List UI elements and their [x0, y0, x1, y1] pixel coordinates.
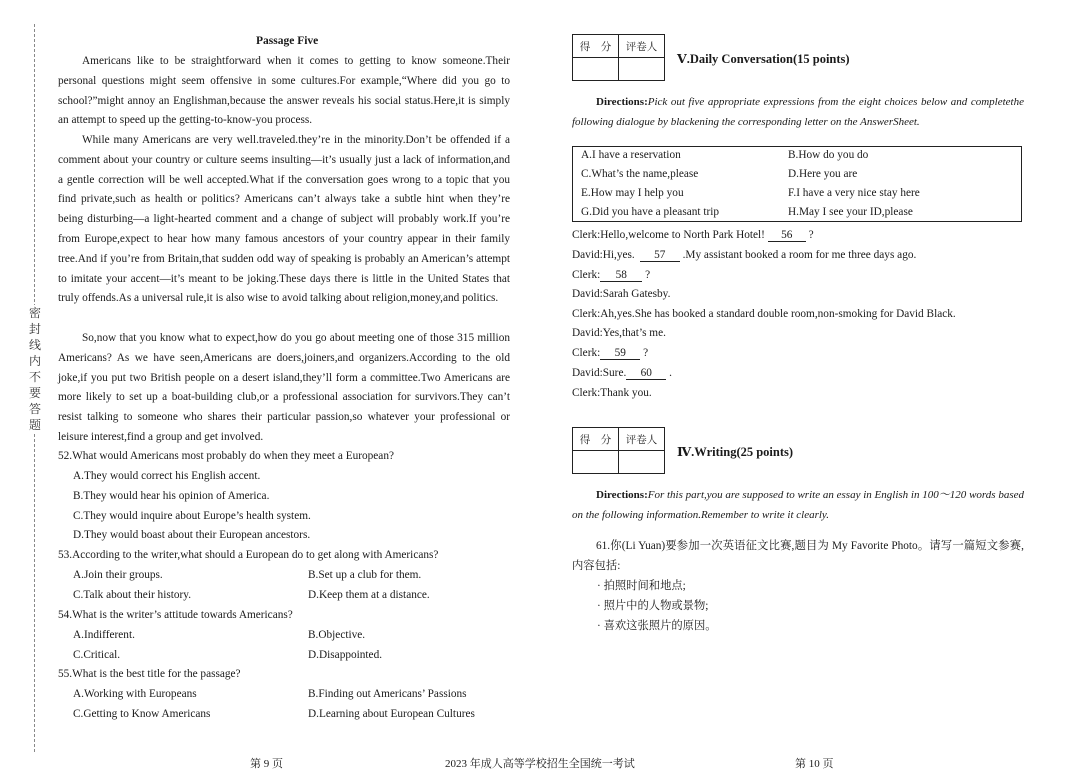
section-5-title: Ⅴ.Daily Conversation(15 points) [677, 52, 850, 66]
writing-bullet-1: · 拍照时间和地点; [597, 580, 686, 592]
dialogue-text: . [666, 367, 672, 379]
question-54-option-b[interactable]: B.Objective. [308, 629, 366, 641]
passage-paragraph-2: While many Americans are very well.traveled.they’re in the minority.Don’t be offended if a comment about your country or culture seems insulting—it’s usually just a lack of information,and a gentle correction will be well accepted.What if the conversation goes wrong to a topic that you find private,such as health or politics? Americans can’t always take a subtle hint when they’re being disturbing—a light-hearted comment and a change of subject will probably work.If you’re from Europe,expect to hear how many famous ancestors of your country appear in their family tree.And if you’re from Britain,that sudden odd way of speaking is probably an American’s attempt to imitate your accent—it’s meant to be joking.These days there is little in the United States that truly offends.As a universal rule,it is also wise to avoid talking about religion,money,and politics. [58, 134, 510, 305]
score-label: 得 分 [573, 35, 619, 58]
exam-name: 2023 年成人高等学校招生全国统一考试 [445, 758, 635, 770]
choices-box [572, 146, 1022, 222]
dialogue-text: ? [805, 229, 814, 241]
grader-cell [619, 58, 665, 81]
question-54-stem: 54.What is the writer’s attitude towards Americans? [58, 609, 293, 621]
choice-h: H.May I see your ID,please [788, 206, 913, 218]
directions-label: Directions: [596, 96, 648, 108]
grader-label: 评卷人 [619, 35, 665, 58]
dialogue-text: David:Hi,yes. [572, 249, 635, 261]
dialogue-text: .My assistant booked a room for me three days ago. [679, 249, 917, 261]
question-54-option-c[interactable]: C.Critical. [73, 649, 121, 661]
question-55-option-d[interactable]: D.Learning about European Cultures [308, 708, 475, 720]
choice-f: F.I have a very nice stay here [788, 187, 920, 199]
choice-e: E.How may I help you [581, 187, 684, 199]
question-53-option-a[interactable]: A.Join their groups. [73, 569, 163, 581]
answer-blank-59[interactable]: 59 [600, 347, 640, 360]
choice-b: B.How do you do [788, 149, 869, 161]
question-52-option-d[interactable]: D.They would boast about their European ancestors. [73, 529, 311, 541]
dialogue-text: David:Sure. [572, 367, 627, 379]
question-53-option-c[interactable]: C.Talk about their history. [73, 589, 192, 601]
question-53-option-d[interactable]: D.Keep them at a distance. [308, 589, 430, 601]
score-box-section-4 [572, 427, 665, 474]
grader-cell [619, 451, 665, 474]
dialogue-line-1 [572, 229, 814, 242]
dialogue-line-4: David:Sarah Gatesby. [572, 288, 671, 300]
directions-text: Pick out five appropriate expressions from the eight choices below and completethe following dialogue by blackening the corresponding letter on the AnswerSheet. [572, 96, 1024, 128]
score-cell [573, 58, 619, 81]
writing-bullet-3: · 喜欢这张照片的原因。 [597, 620, 717, 632]
seal-line-note: 密封线内不要答题 [28, 306, 41, 432]
dialogue-text: ? [642, 269, 651, 281]
passage-paragraph-3: So,now that you know what to expect,how do you go about meeting one of those 315 million Americans? As we have seen,Americans are doers,joiners,and organizers.According to the old joke,if you put two British people on a desert island,they’ll form a committee.Two Americans are more likely to set up a boat-building club,or a professional association for survivors.They can’t resist talking to someone who shares their particular passion,so whatever your professional or leisure interest,find a group and get involved. [58, 332, 510, 443]
choice-d: D.Here you are [788, 168, 858, 180]
answer-blank-60[interactable]: 60 [626, 367, 666, 380]
question-55-option-c[interactable]: C.Getting to Know Americans [73, 708, 211, 720]
dialogue-line-6: David:Yes,that’s me. [572, 327, 666, 339]
score-cell [573, 451, 619, 474]
score-box-section-5 [572, 34, 665, 81]
question-52-option-a[interactable]: A.They would correct his English accent. [73, 470, 261, 482]
dialogue-line-2 [572, 249, 916, 262]
dialogue-text: Clerk: [572, 269, 601, 281]
question-54-option-a[interactable]: A.Indifferent. [73, 629, 135, 641]
choice-g: G.Did you have a pleasant trip [581, 206, 720, 218]
question-55-option-b[interactable]: B.Finding out Americans’ Passions [308, 688, 467, 700]
writing-bullet-2: · 照片中的人物或景物; [597, 600, 709, 612]
dialogue-line-9: Clerk:Thank you. [572, 387, 652, 399]
grader-label: 评卷人 [619, 428, 665, 451]
question-52-option-c[interactable]: C.They would inquire about Europe’s health system. [73, 510, 311, 522]
dialogue-line-7 [572, 347, 648, 360]
writing-prompt: 61.你(Li Yuan)要参加一次英语征文比赛,题目为 My Favorite Photo。请写一篇短文参赛,内容包括: [572, 540, 1024, 572]
question-53-option-b[interactable]: B.Set up a club for them. [308, 569, 422, 581]
page-number-left: 第 9 页 [250, 758, 283, 770]
section-4-title: Ⅳ.Writing(25 points) [677, 445, 794, 459]
passage-paragraph-1: Americans like to be straightforward when it comes to getting to know someone.Their personal questions might seem offensive in some cultures.For example,“Where did you go to school?”might annoy an Englishman,because the answer reveals his social status.Here,it is simply an attempt to speed up the getting-to-know-you process. [58, 55, 510, 127]
section-4-directions [572, 485, 1024, 525]
question-54-option-d[interactable]: D.Disappointed. [308, 649, 383, 661]
question-53-stem: 53.According to the writer,what should a European do to get along with Americans? [58, 549, 439, 561]
directions-label: Directions: [596, 489, 648, 501]
choice-a: A.I have a reservation [581, 149, 681, 161]
question-55-option-a[interactable]: A.Working with Europeans [73, 688, 197, 700]
answer-blank-58[interactable]: 58 [600, 269, 642, 282]
answer-blank-56[interactable]: 56 [768, 229, 806, 242]
question-55-stem: 55.What is the best title for the passage? [58, 668, 241, 680]
question-52-stem: 52.What would Americans most probably do when they meet a European? [58, 450, 394, 462]
dialogue-text: ? [640, 347, 649, 359]
dialogue-text: Clerk: [572, 347, 601, 359]
passage-title: Passage Five [256, 35, 319, 47]
directions-text: For this part,you are supposed to write an essay in English in 100～120 words based on the following information.Remember to write it clearly. [572, 489, 1024, 521]
question-52-option-b[interactable]: B.They would hear his opinion of America. [73, 490, 270, 502]
dialogue-line-5: Clerk:Ah,yes.She has booked a standard double room,non-smoking for David Black. [572, 308, 956, 320]
page-number-right: 第 10 页 [795, 758, 834, 770]
section-5-directions [572, 92, 1024, 132]
answer-blank-57[interactable]: 57 [640, 249, 680, 262]
score-label: 得 分 [573, 428, 619, 451]
dialogue-line-8 [572, 367, 672, 380]
dialogue-text: Clerk:Hello,welcome to North Park Hotel! [572, 229, 768, 241]
choice-c: C.What’s the name,please [581, 168, 699, 180]
dialogue-line-3 [572, 269, 650, 282]
